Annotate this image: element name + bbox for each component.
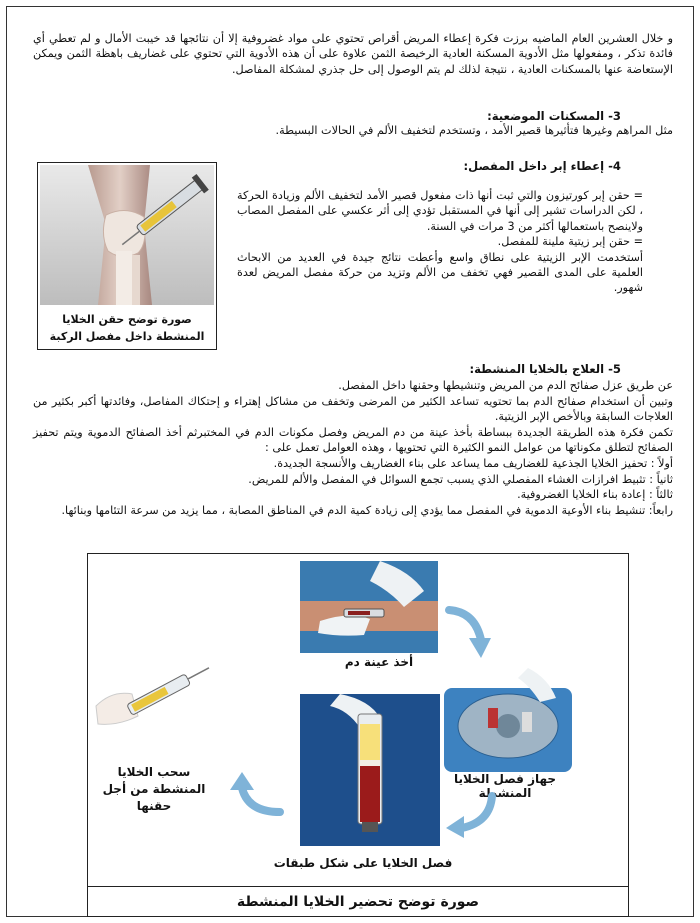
knee-injection-figure (37, 162, 217, 350)
knee-figure-caption: صورة توضح حقن الخلايا المنشطة داخل مفصل الركبة (49, 313, 205, 343)
arrow-step3-to-step4 (230, 772, 286, 822)
section5-line-3: تكمن فكرة هذه الطريقة الجديدة ببساطة بأخذ عينة من دم المريض وفصل مكونات الدم في المختبرثم أخذ الصفائح الدموية ويتم تحفيز الصفائح لتطلق مكوناتها من عوامل النمو الكثيرة التي تحتويها ، وهذه العوامل تعمل على : (33, 425, 673, 455)
arrow-step2-to-step3 (446, 790, 502, 840)
document-page (6, 6, 694, 917)
intro-paragraph: و خلال العشرين العام الماضيه برزت فكرة إعطاء المريض أقراص تحتوي على مواد غضروفية إلا أن نتائجها قد خيبت الأمال و لم تعطي أي فائدة تذكر ، ومفعولها مثل الأدوية المسكنة العادية الرخيصة الثمن علاوة على أن هذه الأدوية التي تحتوي على غضاريف باهظة الثمن ويمكن الإستعاضة عنها بالمسكنات العادية ، نتيجة لذلك لم يتم الوصول إلى حل جذري لمشكلة المفاصل. (33, 32, 673, 76)
section5-line-4: أولاً : تحفيز الخلايا الجذعية للغضاريف مما يساعد على بناء الغضاريف والأنسجة الجديدة. (273, 456, 673, 470)
section4-para3: أستخدمت الإبر الزيتية على نطاق واسع وأعطت نتائج جيدة في العديد من الابحاث العلمية على المدى القصير فهي تخفف من الألم وتزيد من حركة مفصل المريض لعدة شهور. (237, 250, 643, 295)
section3-heading: 3- المسكنات الموضعية: (487, 109, 621, 123)
step3-caption: فصل الخلايا على شكل طبقات (273, 856, 453, 870)
section5-line-1: عن طريق عزل صفائح الدم من المريض وتنشيطها وحقنها داخل المفصل. (338, 379, 673, 392)
step4-caption: سحب الخلايا المنشطة من أجل حقنها (102, 765, 206, 813)
syringe-draw-photo (92, 646, 220, 740)
centrifuge-photo (438, 668, 578, 774)
section3-text: مثل المراهم وغيرها فتأثيرها قصير الأمد ، وتستخدم لتخفيف الألم في الحالات البسيطة. (275, 124, 673, 137)
section5-line-7: رابعاً: تنشيط بناء الأوعية الدموية في المفصل مما يؤدي إلى زيادة كمية الدم في المناطق المصابة ، مما يزيد من سرعة التئامها وبنائها. (61, 503, 673, 517)
step2-caption: جهاز فصل الخلايا المنشطة (453, 772, 557, 800)
section4-heading: 4- إعطاء إبر داخل المفصل: (463, 159, 621, 173)
separated-layers-photo (300, 694, 440, 846)
arrow-step1-to-step2 (443, 604, 493, 660)
section5-body (33, 378, 673, 518)
section5-line-6: ثالثاً : إعادة بناء الخلايا الغضروفية. (517, 488, 673, 502)
process-figure (87, 553, 629, 917)
section4-para2: = حقن إبر زيتية ملينة للمفصل. (497, 235, 643, 249)
step1-caption: أخذ عينة دم (344, 655, 414, 669)
knee-injection-image (40, 165, 214, 305)
section4-body (237, 188, 643, 296)
section5-line-2: وتبين أن استخدام صفائح الدم بما تحتويه تساعد الكثير من المرضى وتخفف من مشاكل إهتراء و إحتكاك المفاصل، وفائدتها أكبر بكثير من العلاجات السابقة وبالأخص الإبر الزيتية. (33, 394, 673, 424)
blood-sample-photo (300, 561, 438, 653)
section5-heading: 5- العلاج بالخلايا المنشطة: (469, 362, 621, 376)
section4-para1: = حقن إبر كورتيزون والتي ثبت أنها ذات مفعول قصير الأمد لتخفيف الألم وزيادة الحركة ، لكن الدراسات تشير إلى أنها في المستقبل تؤدي إلى أثر عكسي على المفصل المصاب ولاينصح باستعمالها أكثر من 3 مرات في السنة. (237, 189, 643, 233)
section5-line-5: ثانياً : تثبيط افرازات الغشاء المفصلي الذي يسبب تجمع السوائل في المفصل والألم للمريض. (248, 472, 673, 486)
process-figure-title: صورة توضح تحضير الخلايا المنشطة (88, 886, 628, 916)
